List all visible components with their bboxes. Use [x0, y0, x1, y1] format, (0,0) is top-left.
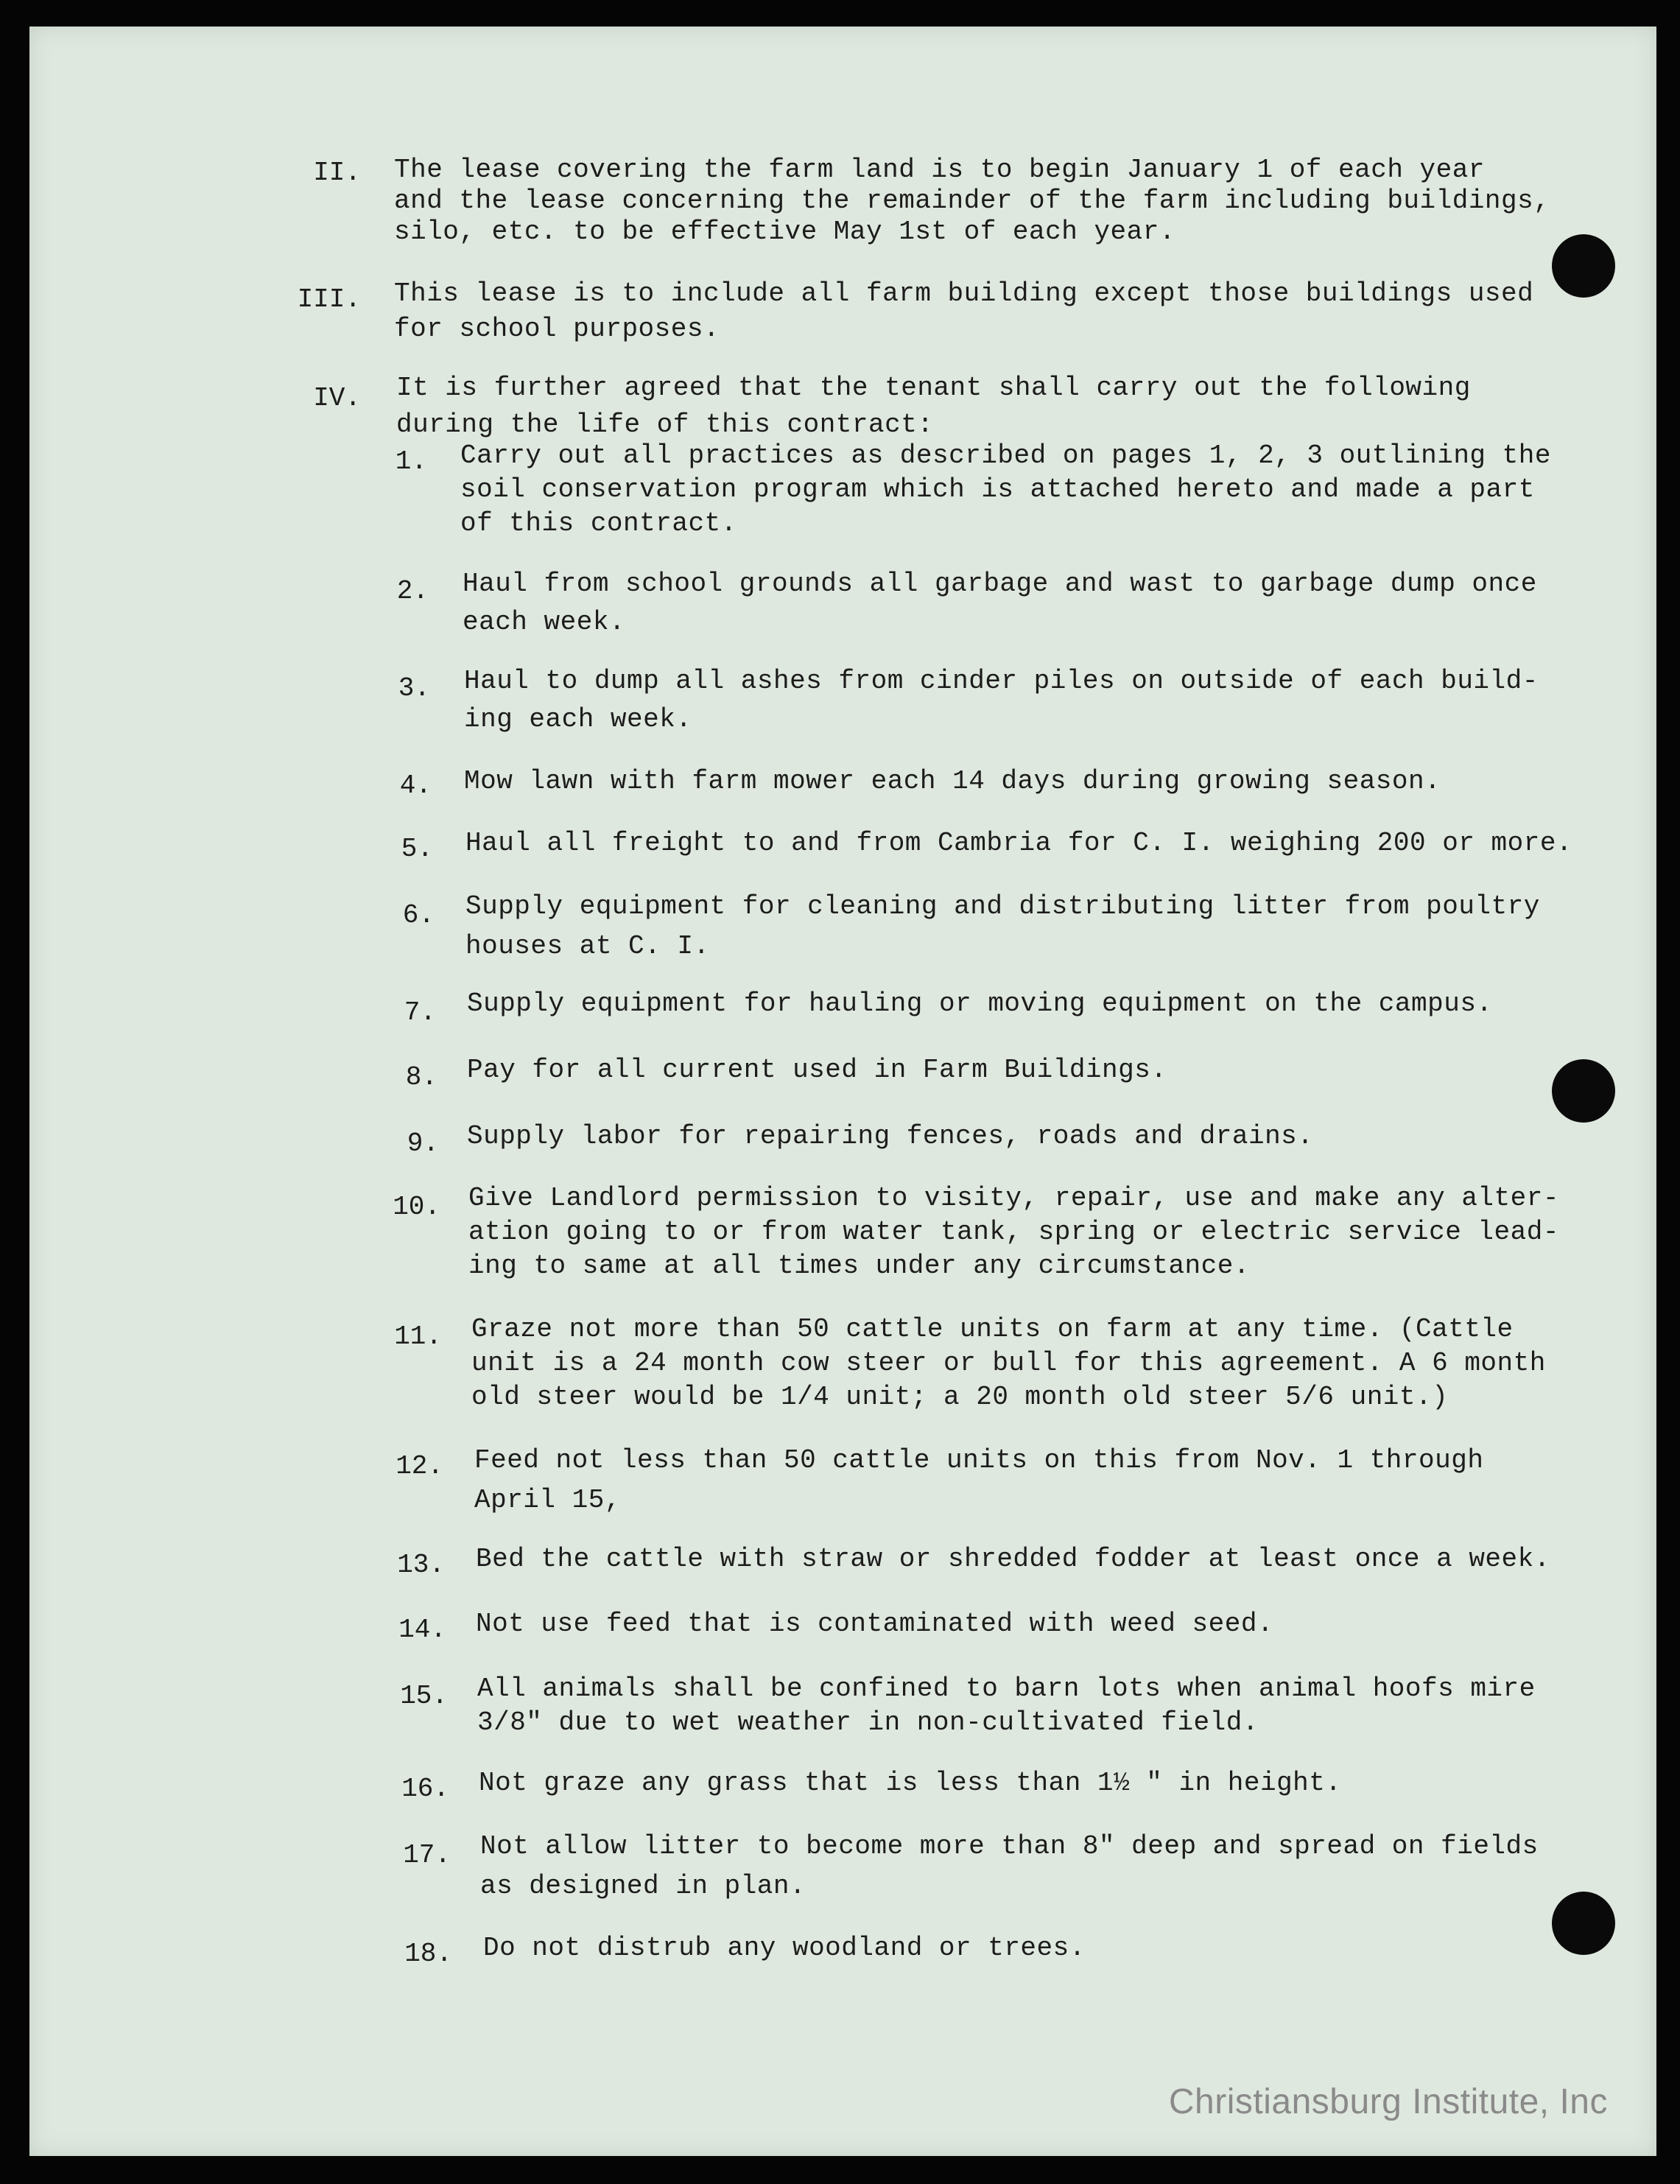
item-1-line-2: soil conservation program which is attached hereto and made a part — [460, 474, 1535, 505]
item-13-line-1: Bed the cattle with straw or shredded fodder at least once a week. — [476, 1544, 1550, 1574]
item-11-line-3: old steer would be 1/4 unit; a 20 month old steer 5/6 unit.) — [471, 1382, 1449, 1412]
section-ii-line-3: silo, etc. to be effective May 1st of each year. — [394, 217, 1175, 247]
item-12-line-2: April 15, — [474, 1485, 621, 1515]
item-15-number: 15. — [400, 1681, 448, 1711]
punch-hole-top — [1552, 234, 1615, 298]
punch-hole-middle — [1552, 1059, 1615, 1123]
item-1-line-1: Carry out all practices as described on pages 1, 2, 3 outlining the — [460, 440, 1551, 471]
item-11-line-1: Graze not more than 50 cattle units on farm at any time. (Cattle — [471, 1314, 1514, 1344]
item-8-number: 8. — [405, 1062, 437, 1092]
item-10-line-1: Give Landlord permission to visity, repair, use and make any alter- — [468, 1183, 1559, 1213]
section-iii-marker: III. — [297, 284, 361, 315]
item-8-line-1: Pay for all current used in Farm Buildings. — [467, 1055, 1167, 1085]
watermark-text: Christiansburg Institute, Inc — [1168, 2082, 1608, 2121]
item-9-number: 9. — [407, 1128, 439, 1159]
item-1-line-3: of this contract. — [460, 508, 737, 538]
section-iv-line-1: It is further agreed that the tenant shall carry out the following — [396, 373, 1471, 403]
section-ii-line-2: and the lease concerning the remainder of the farm including buildings, — [394, 186, 1550, 216]
item-7-line-1: Supply equipment for hauling or moving equipment on the campus. — [467, 989, 1493, 1019]
item-18-line-1: Do not distrub any woodland or trees. — [483, 1933, 1086, 1963]
section-iii-line-2: for school purposes. — [394, 314, 720, 344]
section-iv-line-2: during the life of this contract: — [396, 410, 934, 440]
item-10-line-3: ing to same at all times under any circumstance. — [468, 1251, 1250, 1281]
section-ii-line-1: The lease covering the farm land is to begin January 1 of each year — [394, 155, 1485, 185]
item-9-line-1: Supply labor for repairing fences, roads and drains. — [467, 1121, 1314, 1151]
section-ii-marker: II. — [313, 158, 361, 188]
section-iv-marker: IV. — [313, 383, 361, 413]
item-6-number: 6. — [402, 900, 435, 930]
item-3-number: 3. — [398, 673, 430, 703]
item-17-line-2: as designed in plan. — [480, 1871, 806, 1901]
item-4-number: 4. — [399, 770, 432, 801]
item-6-line-2: houses at C. I. — [465, 931, 710, 961]
item-7-number: 7. — [404, 997, 436, 1028]
item-2-line-1: Haul from school grounds all garbage and wast to garbage dump once — [463, 569, 1537, 599]
section-iii-line-1: This lease is to include all farm building except those buildings used — [394, 278, 1534, 309]
item-6-line-1: Supply equipment for cleaning and distributing litter from poultry — [465, 891, 1540, 921]
item-16-line-1: Not graze any grass that is less than 1½ " in height. — [479, 1768, 1342, 1798]
item-18-number: 18. — [404, 1939, 452, 1969]
item-10-number: 10. — [393, 1192, 440, 1222]
item-3-line-2: ing each week. — [464, 704, 692, 734]
item-15-line-2: 3/8" due to wet weather in non-cultivated field. — [477, 1707, 1259, 1738]
item-14-line-1: Not use feed that is contaminated with weed seed. — [476, 1609, 1274, 1639]
item-17-line-1: Not allow litter to become more than 8" deep and spread on fields — [480, 1831, 1539, 1861]
item-16-number: 16. — [401, 1774, 449, 1804]
item-11-line-2: unit is a 24 month cow steer or bull for this agreement. A 6 month — [471, 1348, 1546, 1378]
item-17-number: 17. — [403, 1840, 451, 1870]
item-15-line-1: All animals shall be confined to barn lots when animal hoofs mire — [477, 1674, 1536, 1704]
item-14-number: 14. — [398, 1615, 446, 1645]
item-11-number: 11. — [394, 1321, 442, 1352]
punch-hole-bottom — [1552, 1892, 1615, 1955]
item-12-number: 12. — [396, 1451, 443, 1481]
item-10-line-2: ation going to or from water tank, spring or electric service lead- — [468, 1217, 1559, 1247]
item-5-line-1: Haul all freight to and from Cambria for C. I. weighing 200 or more. — [465, 828, 1573, 858]
item-12-line-1: Feed not less than 50 cattle units on this from Nov. 1 through — [474, 1445, 1484, 1475]
item-5-number: 5. — [401, 834, 433, 864]
item-13-number: 13. — [397, 1550, 445, 1580]
item-4-line-1: Mow lawn with farm mower each 14 days during growing season. — [464, 766, 1441, 796]
item-1-number: 1. — [395, 446, 427, 477]
item-2-number: 2. — [396, 576, 429, 606]
item-3-line-1: Haul to dump all ashes from cinder piles on outside of each build- — [464, 666, 1539, 696]
item-2-line-2: each week. — [463, 607, 626, 637]
